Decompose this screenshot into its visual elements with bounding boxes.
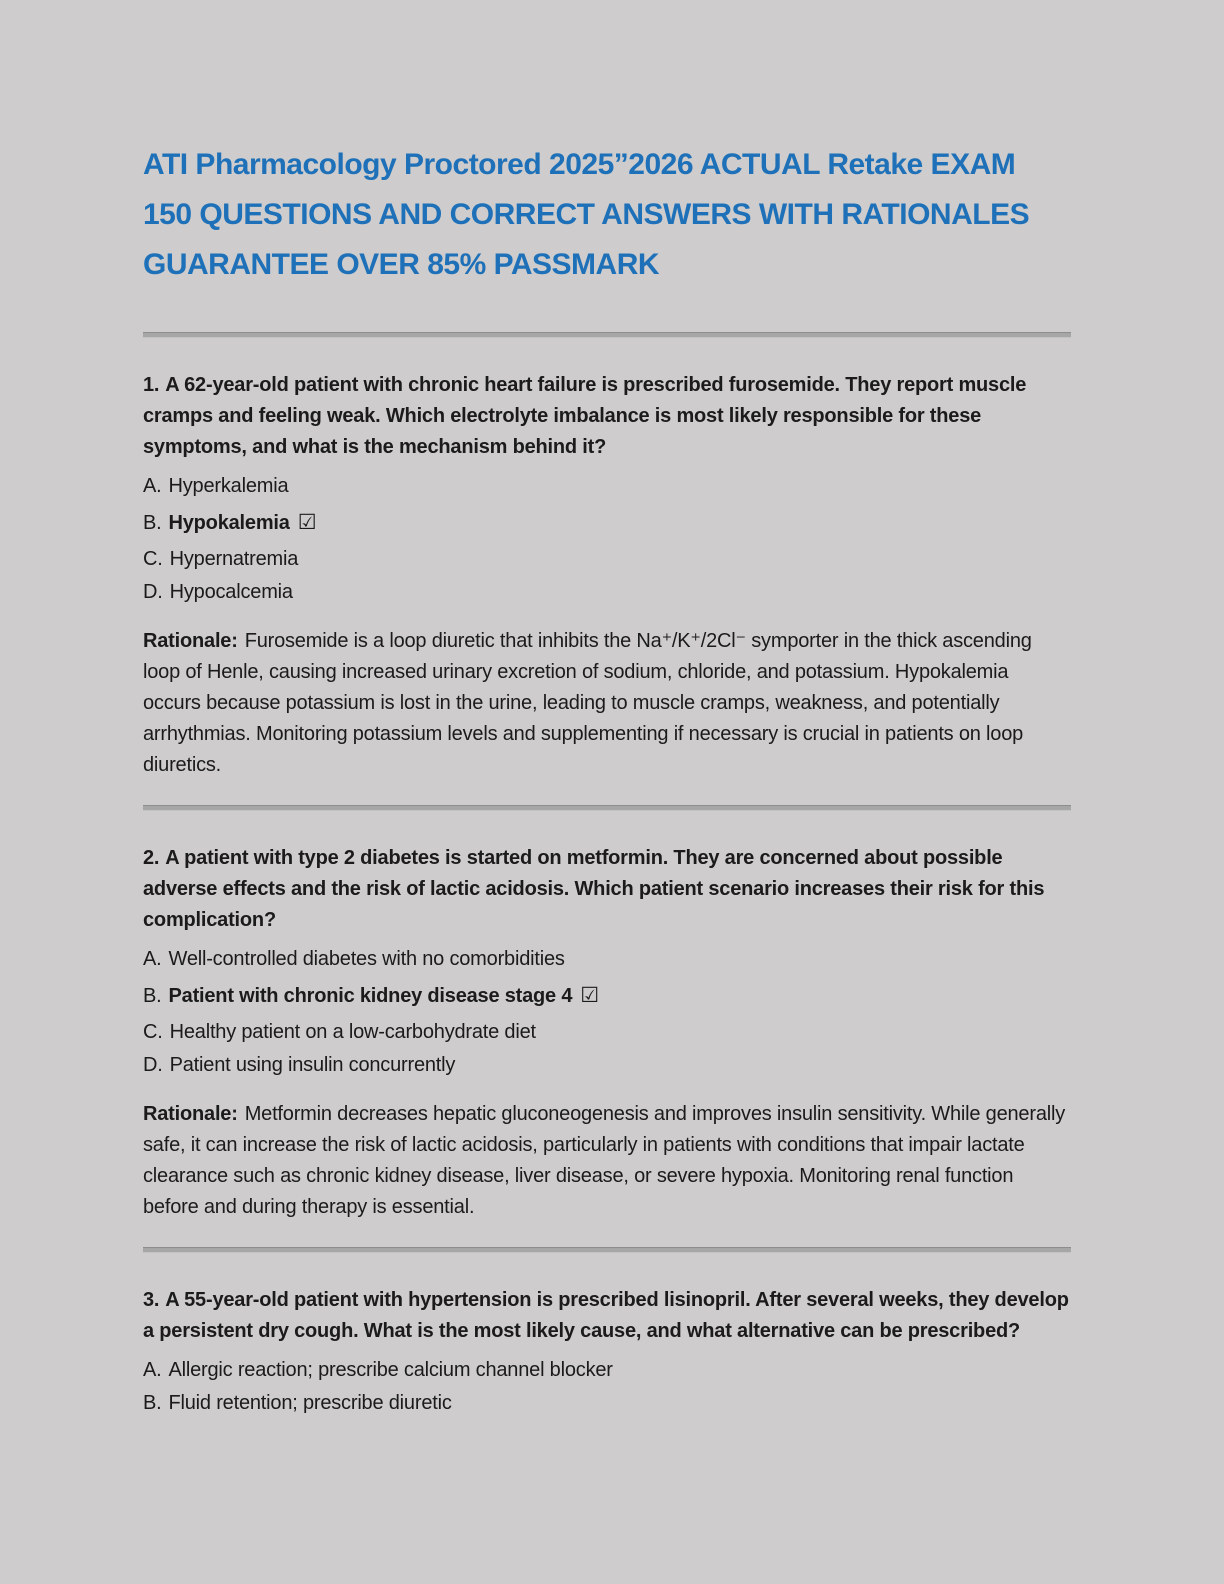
rationale — [143, 626, 1071, 781]
document-title: ATI Pharmacology Proctored 2025”2026 ACTUAL Retake EXAM 150 QUESTIONS AND CORRECT ANSWERS WITH RATIONALES GUARANTEE OVER 85% PASSMARK — [143, 148, 1030, 281]
question-block-3 — [143, 1285, 1071, 1419]
option-text: Allergic reaction; prescribe calcium channel blocker — [168, 1359, 613, 1381]
question-number: 2. — [143, 847, 160, 869]
rationale-label: Rationale: — [143, 1103, 238, 1125]
question-number: 1. — [143, 374, 160, 396]
question-text: A patient with type 2 diabetes is started on metformin. They are concerned about possible adverse effects and the risk of lactic acidosis. Which patient scenario increases their risk for this complication? — [143, 847, 1045, 931]
question-text: A 62-year-old patient with chronic heart failure is prescribed furosemide. They report muscle cramps and feeling weak. Which electrolyte imbalance is most likely responsible for these symptoms, and what is the mechanism behind it? — [143, 374, 1027, 458]
option-text: Well-controlled diabetes with no comorbidities — [168, 948, 565, 970]
option-label: C. — [143, 548, 163, 570]
option-label: A. — [143, 1359, 162, 1381]
option-label: B. — [143, 512, 162, 534]
rationale-text: Furosemide is a loop diuretic that inhibits the Na⁺/K⁺/2Cl⁻ symporter in the thick ascending loop of Henle, causing increased urinary excretion of sodium, chloride, and potassium. Hypokalemia occurs because potassium is lost in the urine, leading to muscle cramps, weakness, and potentially arrhythmias. Monitoring potassium levels and supplementing if necessary is crucial in patients on loop diuretics. — [143, 630, 1032, 776]
option-label: C. — [143, 1021, 163, 1043]
checked-checkbox-icon: ☑ — [580, 984, 599, 1007]
section-divider — [143, 1247, 1071, 1253]
rationale-text: Metformin decreases hepatic gluconeogenesis and improves insulin sensitivity. While generally safe, it can increase the risk of lactic acidosis, particularly in patients with conditions that impair lactate clearance such as chronic kidney disease, liver disease, or severe hypoxia. Monitoring renal function before and during therapy is essential. — [143, 1103, 1066, 1218]
answer-option-b — [143, 1388, 1071, 1419]
question-block-1 — [143, 370, 1071, 781]
option-label: D. — [143, 581, 163, 603]
option-label: B. — [143, 1392, 162, 1414]
option-text: Fluid retention; prescribe diuretic — [168, 1392, 452, 1414]
section-divider — [143, 805, 1071, 811]
rationale — [143, 1099, 1071, 1223]
option-label: D. — [143, 1054, 163, 1076]
answer-option-a — [143, 1355, 1071, 1386]
option-text: Hypocalcemia — [169, 581, 293, 603]
document-page — [143, 0, 1071, 1419]
answer-option-d — [143, 577, 1071, 608]
option-text: Patient with chronic kidney disease stage 4 — [168, 985, 573, 1007]
question-stem — [143, 843, 1071, 936]
question-text: A 55-year-old patient with hypertension is prescribed lisinopril. After several weeks, they develop a persistent dry cough. What is the most likely cause, and what alternative can be prescribed? — [143, 1289, 1069, 1342]
answer-option-c — [143, 544, 1071, 575]
option-label: B. — [143, 985, 162, 1007]
answer-option-d — [143, 1050, 1071, 1081]
answer-option-a — [143, 471, 1071, 502]
question-number: 3. — [143, 1289, 160, 1311]
section-divider — [143, 332, 1071, 338]
option-label: A. — [143, 948, 162, 970]
question-block-2 — [143, 843, 1071, 1223]
option-text: Hypokalemia — [168, 512, 290, 534]
rationale-label: Rationale: — [143, 630, 238, 652]
answer-option-b-correct — [143, 507, 1071, 539]
question-stem — [143, 1285, 1071, 1347]
question-stem — [143, 370, 1071, 463]
checked-checkbox-icon: ☑ — [297, 511, 317, 534]
answer-option-c — [143, 1017, 1071, 1048]
option-text: Healthy patient on a low-carbohydrate diet — [169, 1021, 536, 1043]
answer-option-a — [143, 944, 1071, 975]
option-text: Patient using insulin concurrently — [169, 1054, 456, 1076]
option-text: Hypernatremia — [169, 548, 299, 570]
option-label: A. — [143, 475, 162, 497]
option-text: Hyperkalemia — [168, 475, 289, 497]
answer-option-b-correct — [143, 980, 1071, 1012]
